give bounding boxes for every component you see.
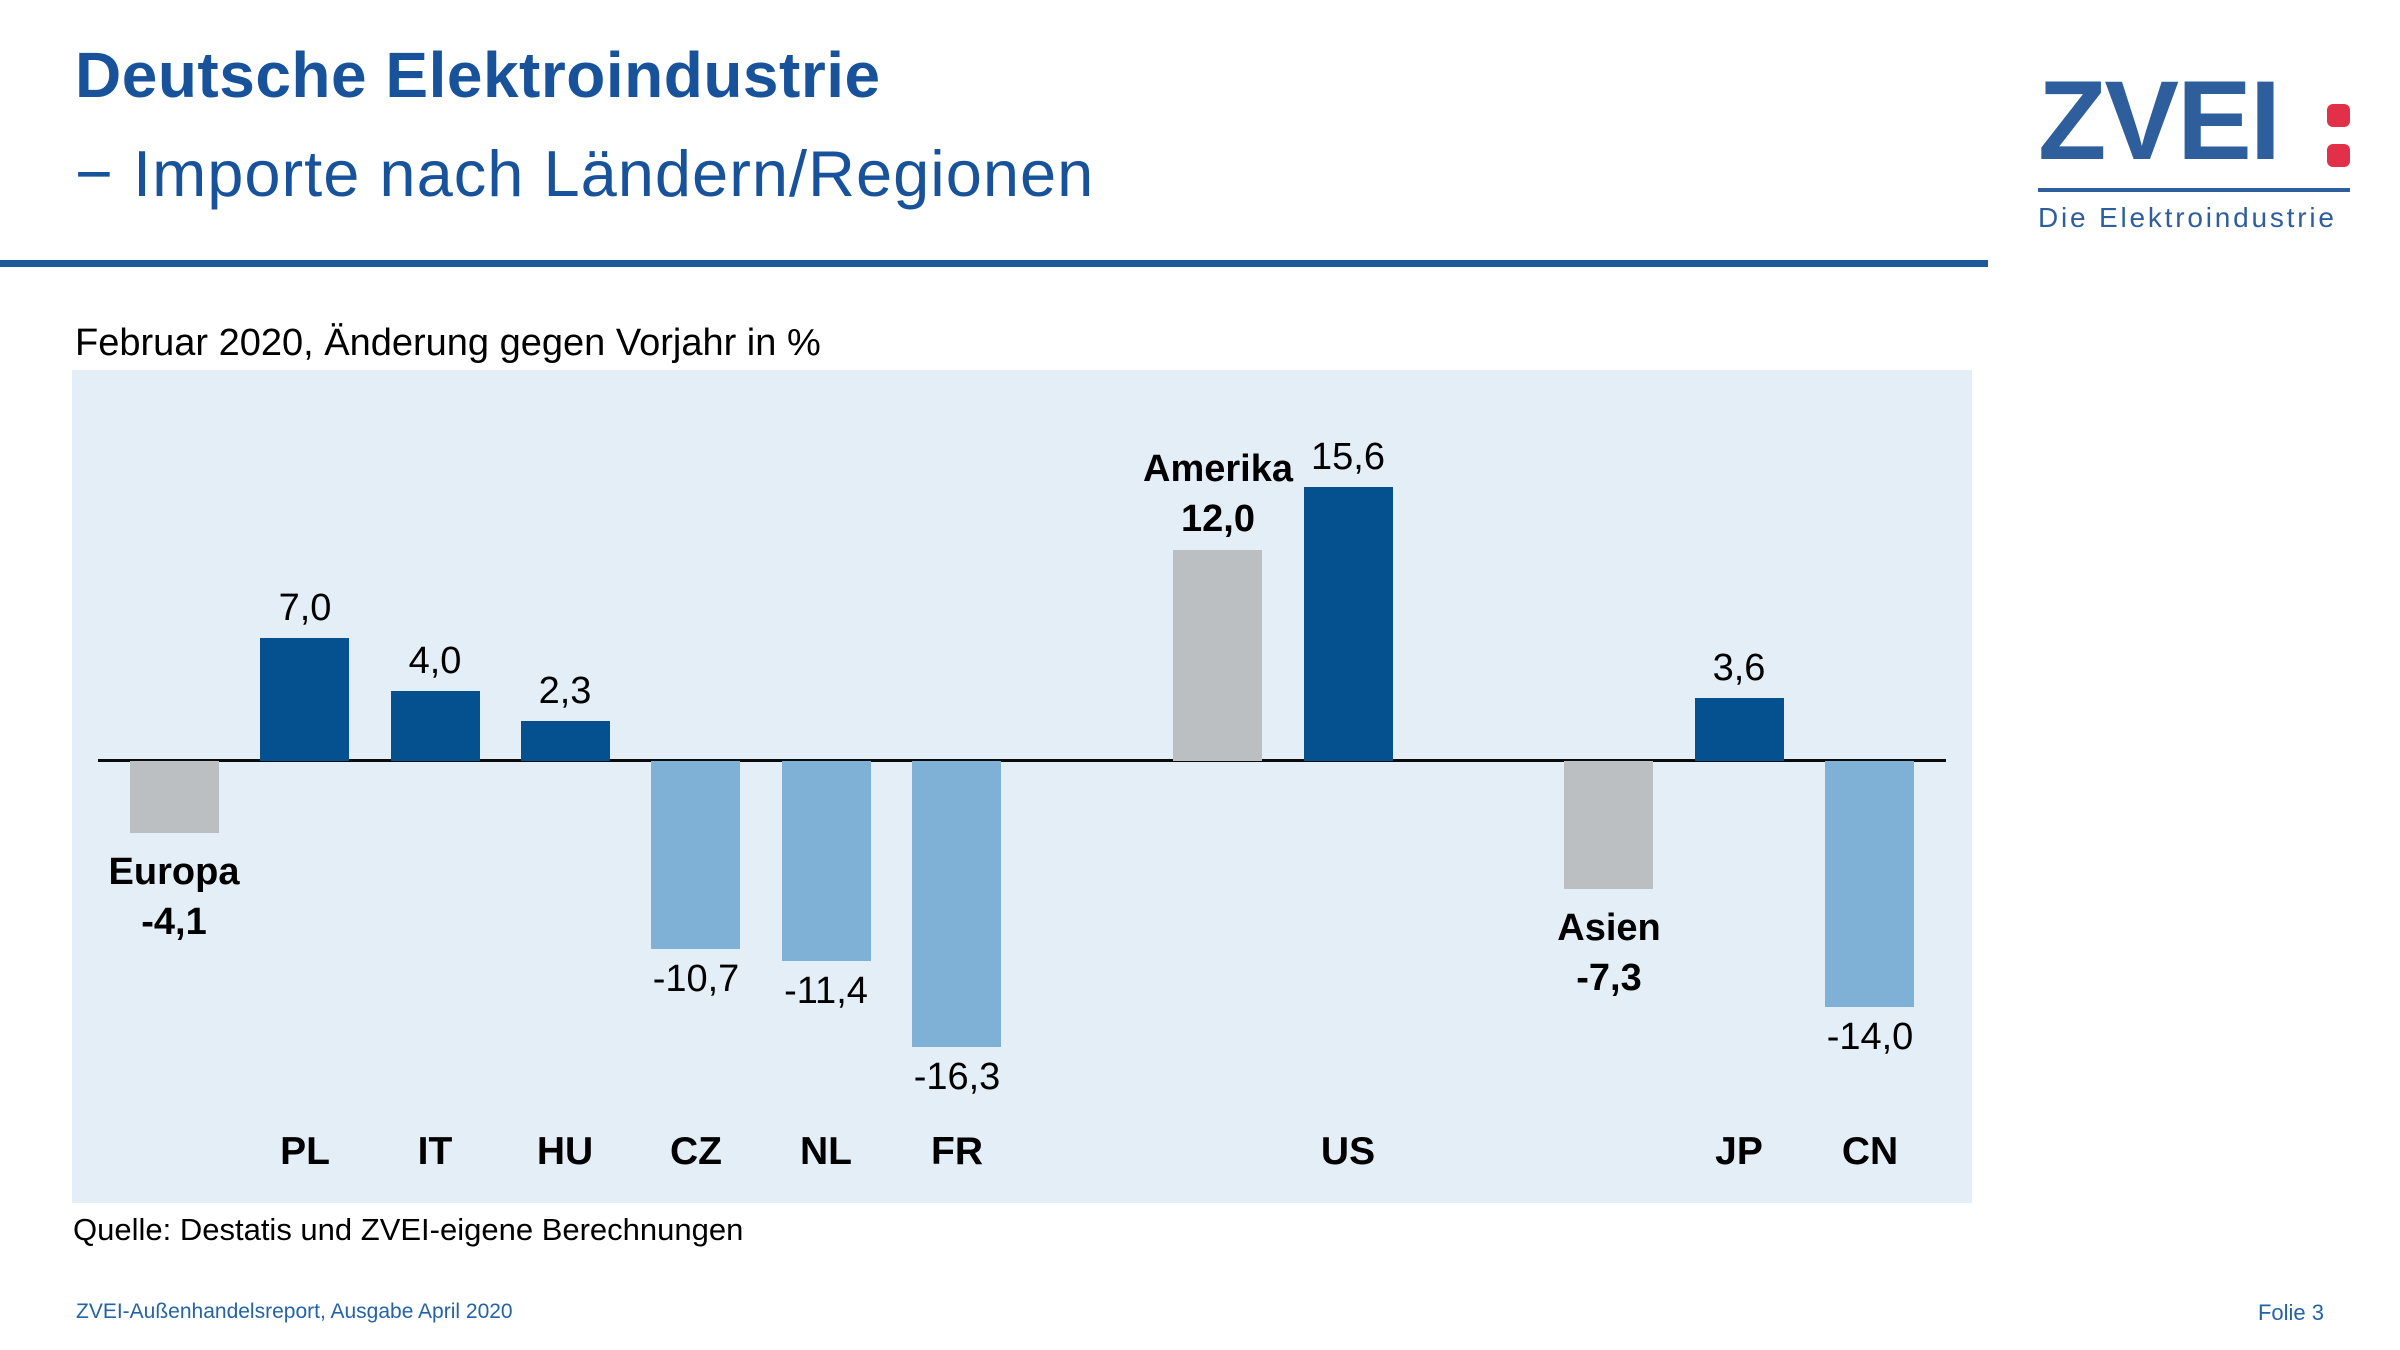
region-name-amerika: Amerika bbox=[1143, 448, 1293, 490]
bar-asien bbox=[1564, 761, 1653, 889]
value-label-us: 15,6 bbox=[1311, 436, 1385, 478]
axis-label-nl: NL bbox=[800, 1130, 852, 1173]
region-name-europa: Europa bbox=[108, 851, 240, 893]
value-label-cn: -14,0 bbox=[1826, 1016, 1914, 1058]
region-name-asien: Asien bbox=[1557, 907, 1661, 949]
region-label-europa bbox=[34, 847, 314, 947]
page-title: Deutsche Elektroindustrie bbox=[75, 39, 881, 111]
value-label-nl: -11,4 bbox=[784, 970, 868, 1012]
logo-wordmark: ZVEI bbox=[2038, 58, 2279, 183]
bar-cn bbox=[1825, 761, 1914, 1007]
axis-label-it: IT bbox=[417, 1130, 453, 1173]
bar-hu bbox=[521, 721, 610, 761]
axis-label-jp: JP bbox=[1715, 1130, 1763, 1173]
bar-fr bbox=[912, 761, 1001, 1047]
axis-label-cz: CZ bbox=[670, 1130, 722, 1173]
axis-label-fr: FR bbox=[931, 1130, 983, 1173]
value-label-fr: -16,3 bbox=[913, 1056, 1001, 1098]
bar-jp bbox=[1695, 698, 1784, 761]
value-label-pl: 7,0 bbox=[278, 587, 332, 629]
axis-label-cn: CN bbox=[1841, 1130, 1899, 1173]
value-label-hu: 2,3 bbox=[538, 670, 592, 712]
header-divider bbox=[0, 260, 1988, 267]
source-note: Quelle: Destatis und ZVEI-eigene Berechnungen bbox=[73, 1212, 744, 1247]
logo-colon-dot-bottom bbox=[2327, 144, 2350, 167]
logo-tagline: Die Elektroindustrie bbox=[2038, 202, 2337, 233]
footer-page-number: Folie 3 bbox=[2257, 1300, 2324, 1325]
bar-amerika bbox=[1173, 550, 1262, 761]
page-subtitle: − Importe nach Ländern/Regionen bbox=[75, 137, 1095, 210]
plot-area bbox=[72, 370, 1972, 1203]
value-label-jp: 3,6 bbox=[1712, 647, 1766, 689]
axis-label-us: US bbox=[1320, 1130, 1376, 1173]
value-label-it: 4,0 bbox=[408, 640, 462, 682]
axis-label-pl: PL bbox=[280, 1130, 330, 1173]
axis-label-hu: HU bbox=[536, 1130, 594, 1173]
region-value-europa: -4,1 bbox=[141, 901, 207, 943]
bar-nl bbox=[782, 761, 871, 961]
bar-us bbox=[1304, 487, 1393, 761]
zero-axis-line bbox=[98, 759, 1946, 762]
region-value-asien: -7,3 bbox=[1576, 957, 1642, 999]
zvei-logo bbox=[2038, 58, 2350, 234]
value-label-cz: -10,7 bbox=[652, 958, 740, 1000]
bar-cz bbox=[651, 761, 740, 949]
logo-colon-dot-top bbox=[2327, 104, 2350, 127]
region-value-amerika: 12,0 bbox=[1181, 498, 1255, 540]
footer-report-name: ZVEI-Außenhandelsreport, Ausgabe April 2020 bbox=[76, 1300, 513, 1323]
logo-wordmark-row bbox=[2038, 58, 2350, 183]
bar-europa bbox=[130, 761, 219, 833]
logo-underline bbox=[2038, 188, 2350, 192]
chart-title: Februar 2020, Änderung gegen Vorjahr in % bbox=[75, 322, 821, 364]
region-label-asien bbox=[1469, 903, 1749, 1003]
logo-colon-icon bbox=[2324, 66, 2350, 176]
